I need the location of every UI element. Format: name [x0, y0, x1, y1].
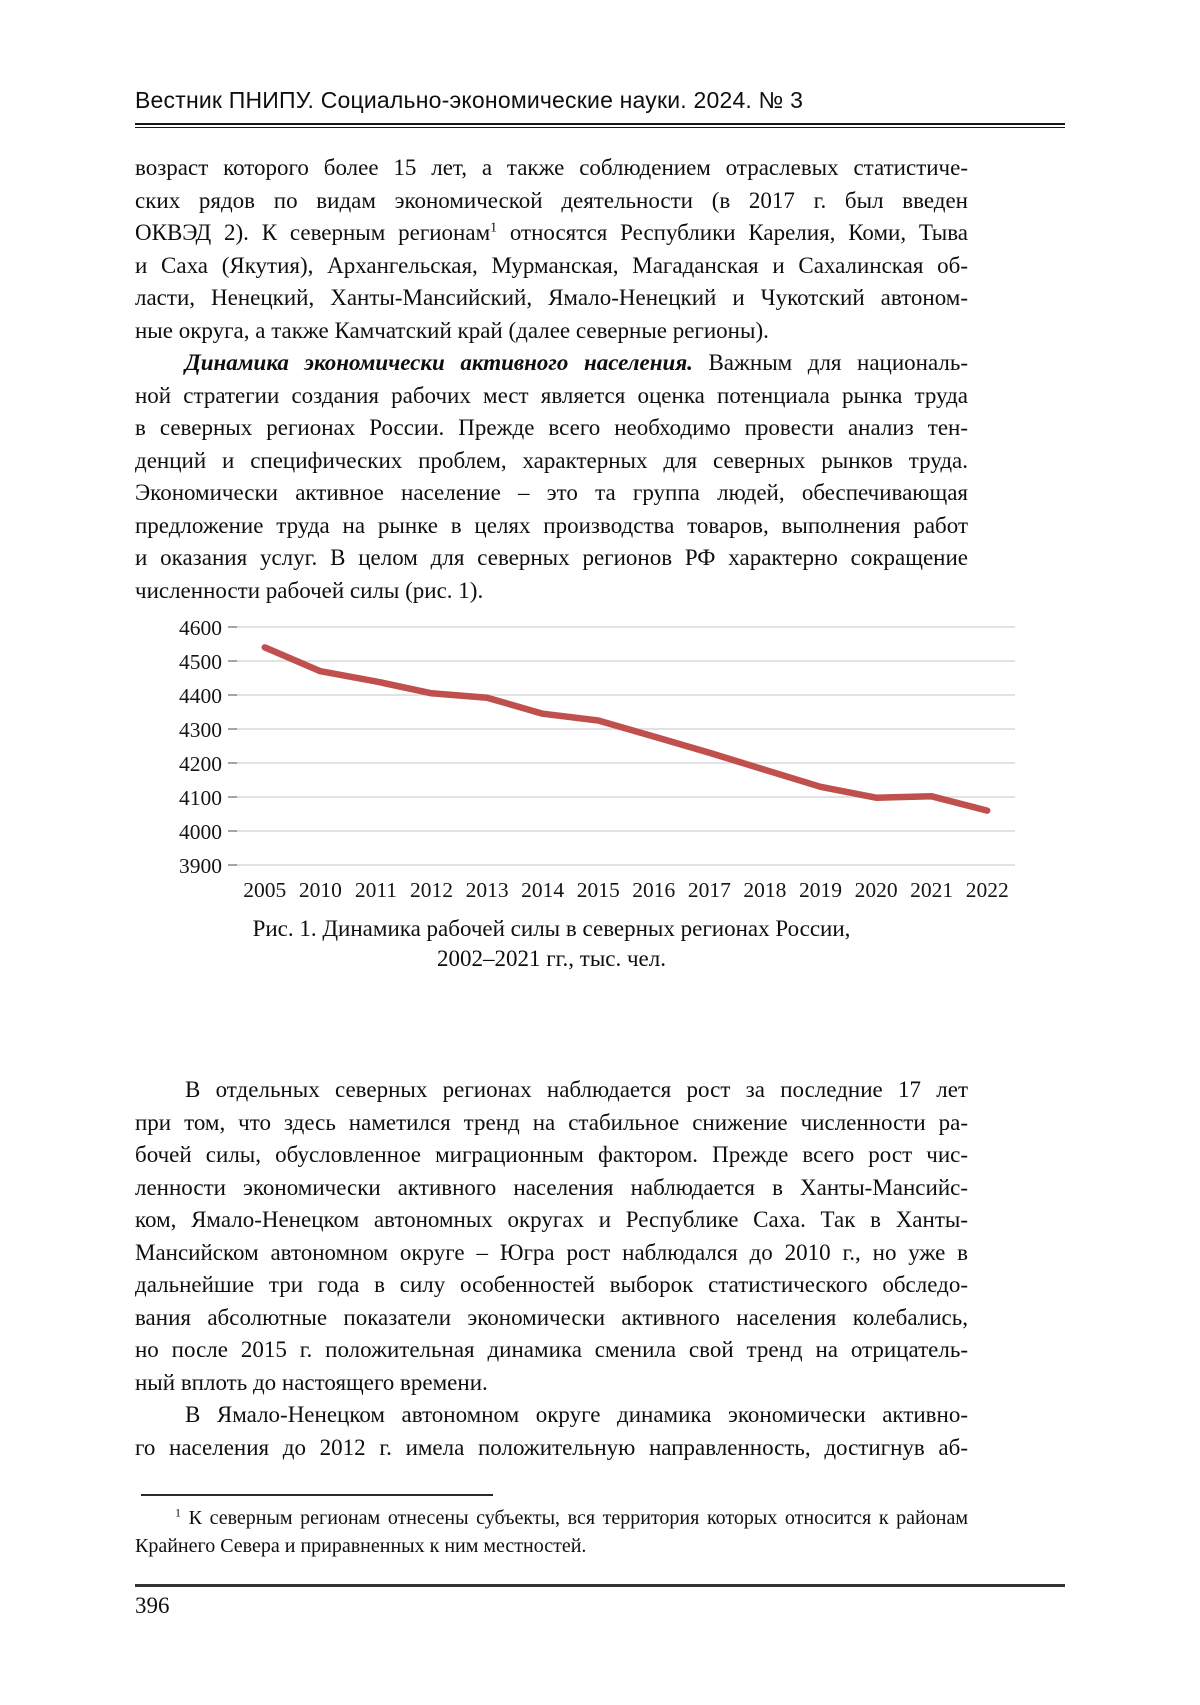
x-axis-label: 2021: [910, 878, 954, 902]
text-line: бочей силы, обусловленное миграционным фактором. Прежде всего рост чис-: [135, 1142, 968, 1167]
text-segment: ОКВЭД 2). К северным регионам: [135, 220, 491, 245]
text-line: предложение труда на рынке в целях производства товаров, выполнения работ: [135, 512, 968, 538]
figure-1: [150, 613, 1200, 910]
x-axis-label: 2017: [687, 878, 731, 902]
text-segment: Важным для националь-: [692, 350, 969, 375]
paragraph-1: [135, 152, 968, 347]
text-line: ских рядов по видам экономической деятельности (в 2017 г. был введен: [135, 187, 968, 213]
figure-caption: [135, 914, 968, 974]
text-line: го населения до 2012 г. имела положительную направленность, достигнув аб-: [135, 1434, 968, 1460]
text-line: дальнейшие три года в силу особенностей выборок статистического обследо-: [135, 1272, 968, 1297]
x-axis-label: 2013: [465, 878, 509, 902]
y-axis-label: 4000: [179, 820, 222, 844]
paragraph-3: [135, 1074, 968, 1399]
text-line: В отдельных северных регионах наблюдается рост за последние 17 лет: [185, 1077, 968, 1102]
text-line: ком, Ямало-Ненецком автономных округах и Республике Саха. Так в Ханты-: [135, 1207, 968, 1232]
x-axis-label: 2014: [521, 878, 565, 902]
x-axis-label: 2011: [354, 878, 398, 902]
footnote-line: Крайнего Севера и приравненных к ним местностей.: [135, 1535, 587, 1557]
paragraph-4: [135, 1399, 968, 1464]
y-axis-label: 4500: [179, 650, 222, 674]
x-axis-label: 2019: [799, 878, 842, 902]
text-segment: относятся Республики Карелия, Коми, Тыва: [497, 220, 969, 245]
y-axis-label: 4600: [179, 616, 222, 640]
x-axis-label: 2005: [243, 878, 287, 902]
bold-italic-lead: Динамика экономически активного населения.: [185, 350, 693, 375]
footer-rule: [135, 1584, 1065, 1587]
text-line: [135, 217, 968, 250]
text-line: численности рабочей силы (рис. 1).: [135, 577, 484, 603]
y-axis-label: 3900: [179, 854, 222, 878]
text-line: ной стратегии создания рабочих мест является оценка потенциала рынка труда: [135, 382, 968, 408]
text-line: но после 2015 г. положительная динамика сменила свой тренд на отрицатель-: [135, 1337, 968, 1362]
journal-running-title: Вестник ПНИПУ. Социально-экономические науки. 2024. № 3: [135, 87, 804, 113]
y-axis-label: 4100: [179, 786, 222, 810]
text-line: возраст которого более 15 лет, а также соблюдением отраслевых статистиче-: [135, 155, 968, 180]
header-double-rule: [135, 123, 1065, 128]
footnote-separator-rule: [141, 1494, 493, 1496]
y-axis-label: 4300: [179, 718, 222, 742]
page-number: 396: [135, 1593, 170, 1618]
text-line: денций и специфических проблем, характерных для северных рынков труда.: [135, 447, 968, 473]
x-axis-label: 2020: [854, 878, 898, 902]
x-axis-label: 2015: [576, 878, 620, 902]
text-line: и оказания услуг. В целом для северных регионов РФ характерно сокращение: [135, 545, 968, 570]
text-line: вания абсолютные показатели экономически активного населения колебались,: [135, 1304, 968, 1330]
y-axis-label: 4200: [179, 752, 222, 776]
paragraph-2: [135, 347, 968, 607]
figure-caption-line: Рис. 1. Динамика рабочей силы в северных регионах России,: [252, 916, 851, 941]
text-line: ные округа, а также Камчатский край (далее северные регионы).: [135, 317, 769, 343]
text-line: Мансийском автономном округе – Югра рост наблюдался до 2010 г., но уже в: [135, 1239, 968, 1265]
text-line: [135, 347, 968, 380]
footnote: [135, 1504, 968, 1560]
footnote-line: [135, 1504, 968, 1532]
footnote-reference-mark: 1: [490, 219, 498, 235]
text-line: Экономически активное население – это та группа людей, обеспечивающая: [135, 480, 968, 505]
x-axis-label: 2016: [632, 878, 676, 902]
x-axis-label: 2010: [298, 878, 342, 902]
text-segment: К северным регионам отнесены субъекты, вся территория которых относится к районам: [181, 1507, 968, 1529]
text-line: в северных регионах России. Прежде всего необходимо провести анализ тен-: [135, 415, 968, 440]
text-line: ный вплоть до настоящего времени.: [135, 1369, 488, 1395]
text-line: и Саха (Якутия), Архангельская, Мурманская, Магаданская и Сахалинская об-: [135, 252, 968, 278]
text-line: В Ямало-Ненецком автономном округе динамика экономически активно-: [185, 1402, 968, 1427]
text-line: при том, что здесь наметился тренд на стабильное снижение численности ра-: [135, 1109, 968, 1135]
y-axis-label: 4400: [179, 684, 222, 708]
footnote-number: 1: [175, 1505, 181, 1520]
x-axis-label: 2022: [965, 878, 1009, 902]
figure-chart: [150, 613, 1030, 905]
figure-caption-line: 2002–2021 гг., тыс. чел.: [437, 946, 666, 971]
text-line: ленности экономически активного населения наблюдается в Ханты-Мансийс-: [135, 1174, 968, 1200]
x-axis-label: 2012: [410, 878, 453, 902]
x-axis-label: 2018: [743, 878, 787, 902]
text-line: ласти, Ненецкий, Ханты-Мансийский, Ямало-Ненецкий и Чукотский автоном-: [135, 285, 968, 310]
